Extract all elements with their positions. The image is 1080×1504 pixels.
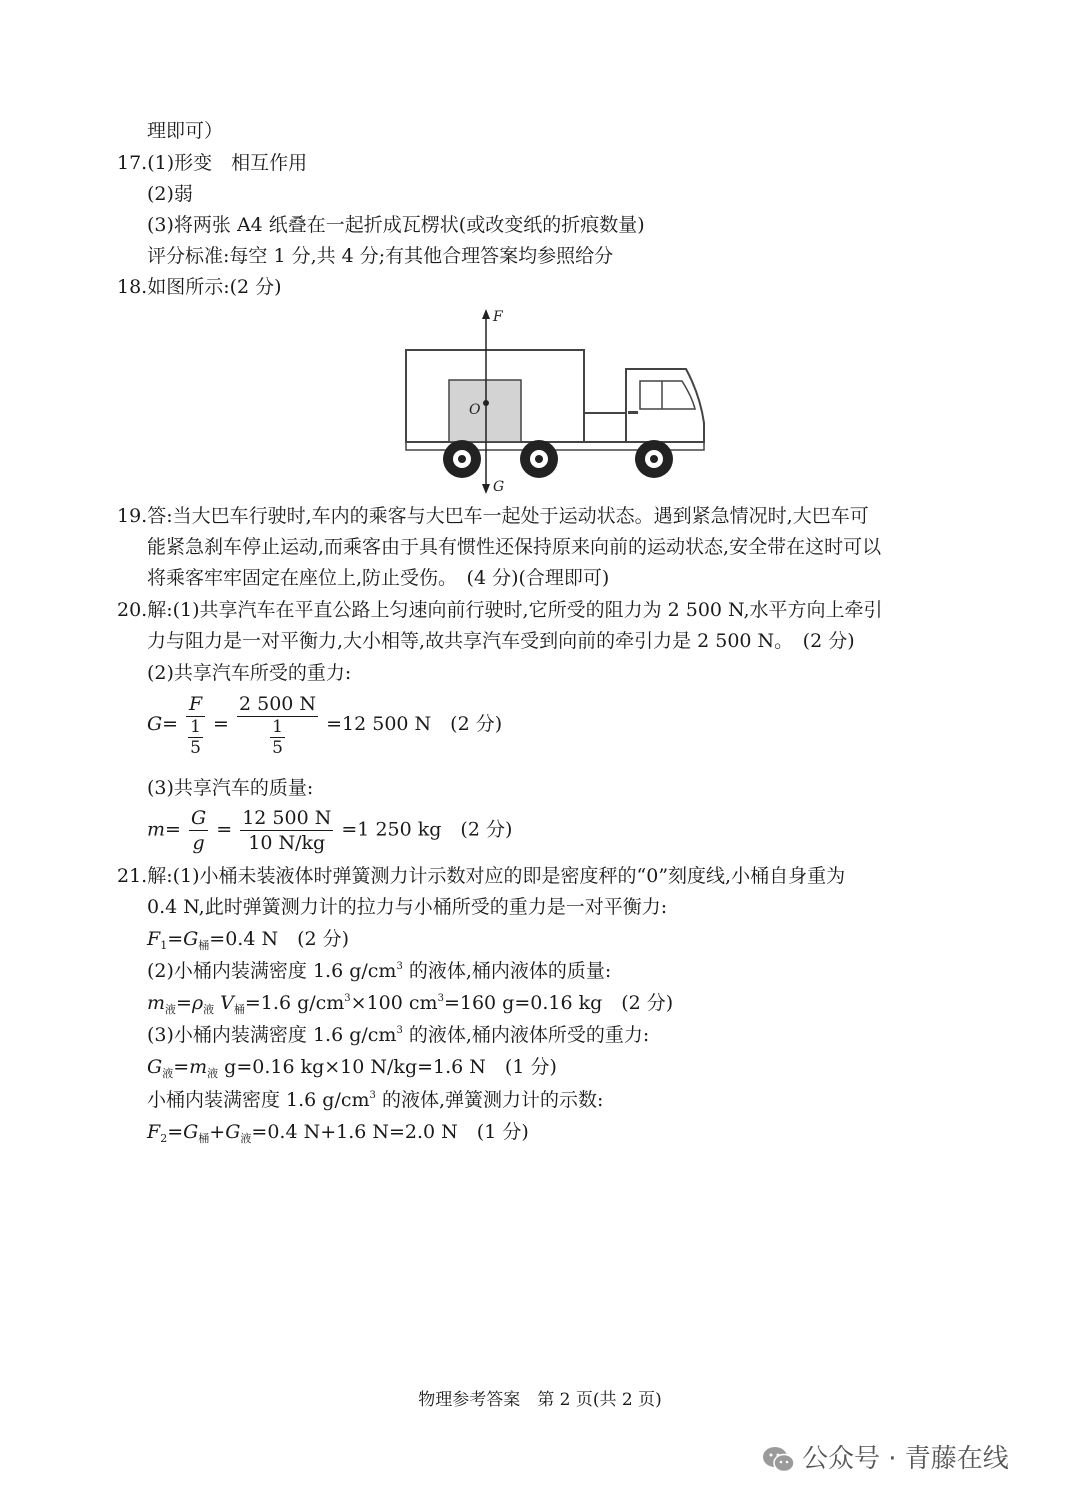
arrow-up-icon <box>482 309 490 319</box>
truck-force-diagram <box>400 305 720 500</box>
q21-line-2: 0.4 N,此时弹簧测力计的拉力与小桶所受的重力是一对平衡力: <box>147 896 668 918</box>
fraction-f-over-fifth: $\frac{F}{\frac{1}{5}}$ <box>186 692 205 758</box>
q21-line-5: 小桶内装满密度 1.6 $g/cm^3$ 的液体,弹簧测力计的示数: <box>147 1089 604 1111</box>
q21-equation-3: $G_液=m_液$ g=0.16 kg×10 N/kg=1.6 N (1 分) <box>147 1056 557 1080</box>
page-footer: 物理参考答案 第 2 页(共 2 页) <box>418 1390 662 1410</box>
q19-line-2: 能紧急刹车停止运动,而乘客由于具有惯性还保持原来向前的运动状态,安全带在这时可以 <box>147 536 882 558</box>
wheel-2 <box>520 440 558 478</box>
truck-connector <box>584 413 626 442</box>
q21-equation-2: $m_液=\rho_液$ $V_桶=1.6$ $g/cm^3\times 100$ $cm^3=160$ g=0.16 kg (2 分) <box>147 992 674 1016</box>
wechat-icon <box>762 1445 796 1475</box>
q18-line-1: 18.如图所示:(2 分) <box>117 276 282 298</box>
q19-line-1: 19.答:当大巴车行驶时,车内的乘客与大巴车一起处于运动状态。遇到紧急情况时,大巴车可 <box>117 505 869 527</box>
watermark-text: 公众号 · 青藤在线 <box>802 1444 1009 1474</box>
fraction-2500-over-fifth: $\frac{2 500 N}{\frac{1}{5}}$ <box>239 693 317 758</box>
q21-line-4: (3)小桶内装满密度 1.6 $g/cm^3$ 的液体,桶内液体所受的重力: <box>147 1024 650 1046</box>
q17-line-1: 17.(1)形变 相互作用 <box>117 152 308 174</box>
cargo-block <box>449 380 521 442</box>
continued-line: 理即可） <box>147 120 224 142</box>
q17-line-3: (3)将两张 A4 纸叠在一起折成瓦楞状(或改变纸的折痕数量) <box>147 214 645 236</box>
q20-equation-mass: m= $\frac{G}{g}$ = $\frac{12 500 N}{10 N/kg}$ =1 250 kg (2 分) <box>147 807 513 854</box>
q20-line-2: 力与阻力是一对平衡力,大小相等,故共享汽车受到向前的牵引力是 2 500 N。 (2 分) <box>147 630 855 652</box>
q20-line-4: (3)共享汽车的质量: <box>147 777 314 799</box>
q21-line-3: (2)小桶内装满密度 1.6 $g/cm^3$ 的液体,桶内液体的质量: <box>147 960 612 982</box>
q21-line-1: 21.解:(1)小桶未装液体时弹簧测力计示数对应的即是密度秤的“0”刻度线,小桶自身重为 <box>117 865 846 887</box>
q17-scoring: 评分标准:每空 1 分,共 4 分;有其他合理答案均参照给分 <box>147 245 614 267</box>
fraction-12500-over-10: $\frac{12 500 N}{10 N/kg}$ <box>242 807 332 854</box>
label-f: F <box>493 309 503 325</box>
wheel-3 <box>635 440 673 478</box>
truck-cab <box>626 369 704 442</box>
q20-line-3: (2)共享汽车所受的重力: <box>147 662 352 684</box>
q21-equation-4: $F_2=G_桶+G_液=0.4$ N+1.6 N=2.0 N (1 分) <box>147 1121 529 1145</box>
label-g: G <box>493 479 505 495</box>
truck-cab-window <box>640 381 695 409</box>
q17-line-2: (2)弱 <box>147 183 193 205</box>
wheel-1 <box>443 440 481 478</box>
point-o <box>483 400 489 406</box>
q20-equation-gravity: G= $\frac{F}{\frac{1}{5}}$ = $\frac{2 500 N}{\frac{1}{5}}$ =12 500 N (2 分) <box>147 693 503 758</box>
watermark <box>762 1438 1009 1475</box>
label-o: O <box>469 402 481 418</box>
q19-line-3: 将乘客牢牢固定在座位上,防止受伤。 (4 分)(合理即可) <box>147 567 610 589</box>
q21-equation-1: $F_1=G_桶=0.4$ N (2 分) <box>147 928 350 952</box>
fraction-g-over-g: $\frac{G}{g}$ <box>190 807 207 854</box>
arrow-down-icon <box>482 484 490 494</box>
q20-line-1: 20.解:(1)共享汽车在平直公路上匀速向前行驶时,它所受的阻力为 2 500 N,水平方向上牵引 <box>117 599 883 621</box>
